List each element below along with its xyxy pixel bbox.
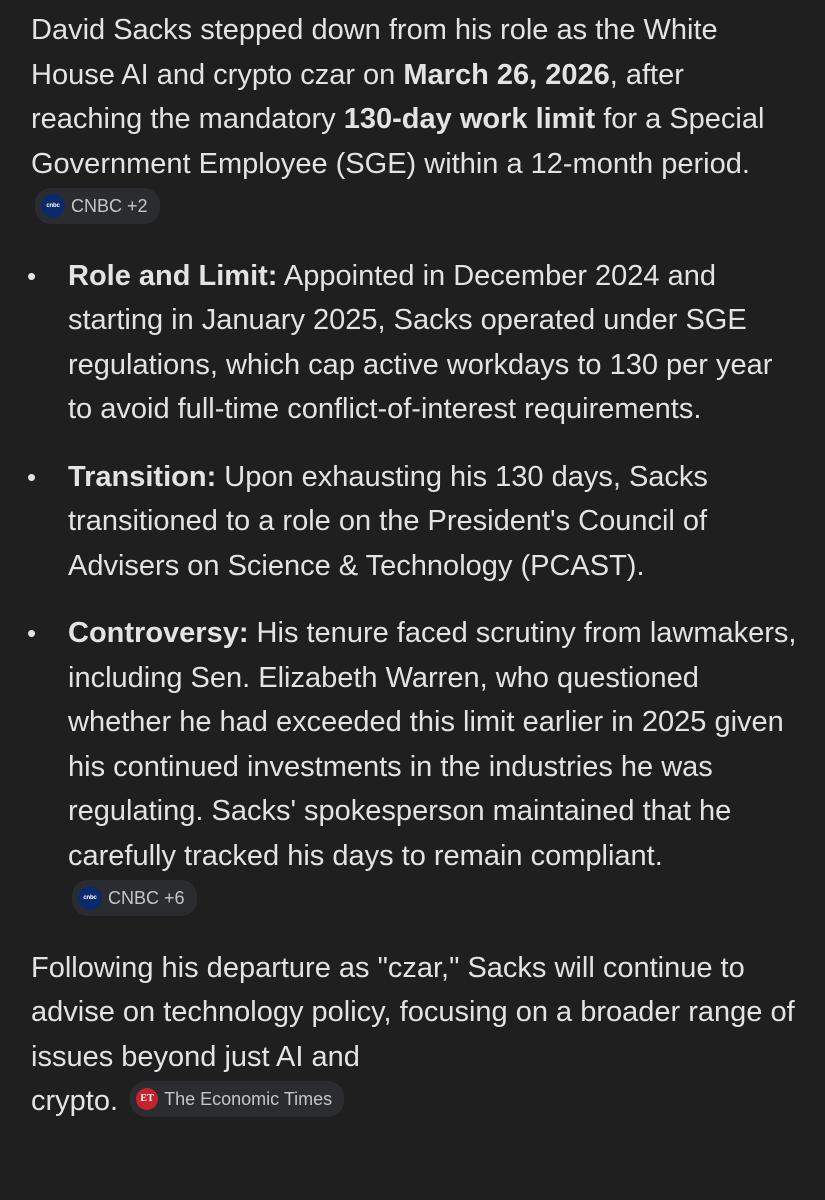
bullet-title: Role and Limit: <box>68 259 278 292</box>
conclusion-text: Following his departure as "czar," Sacks will continue to advise on technology policy, focusing on a broader range of issues beyond just AI and <box>31 951 795 1073</box>
bullet-icon: • <box>27 461 37 492</box>
bullet-list <box>27 254 799 923</box>
bullet-icon: • <box>27 260 37 291</box>
source-chip-cnbc[interactable] <box>72 880 197 916</box>
bullet-icon: • <box>27 618 37 648</box>
intro-text: , after reaching the mandatory <box>31 58 684 135</box>
cnbc-logo-icon: cnbc <box>78 886 102 910</box>
intro-paragraph <box>31 8 799 231</box>
source-chip-label: The Economic Times <box>164 1089 333 1110</box>
date-highlight: March 26, 2026 <box>403 58 610 91</box>
bullet-title: Controversy: <box>68 617 249 649</box>
source-chip-label: CNBC +2 <box>71 196 148 217</box>
conclusion-last-word: crypto. <box>31 1085 119 1117</box>
conclusion-paragraph <box>31 946 799 1124</box>
cnbc-logo-icon: cnbc <box>41 194 65 218</box>
intro-text: David Sacks stepped down from his role as the White House AI and crypto czar on <box>31 14 718 91</box>
bullet-text: Upon exhausting his 130 days, Sacks transitioned to a role on the President's Council of Advisers on Science & Technology (PCAST). <box>68 460 708 582</box>
bullet-text: His tenure faced scrutiny from lawmakers, including Sen. Elizabeth Warren, who questioned whether he had exceeded this limit earlier in 2025 given his continued investments in the industries he was regulating. Sacks' spokesperson maintained that he carefully tracked his days to remain compliant. <box>68 617 797 872</box>
source-chip-label: CNBC +6 <box>108 888 185 909</box>
list-item <box>27 455 799 589</box>
source-chip-cnbc[interactable] <box>35 188 160 224</box>
economic-times-logo-icon: ET <box>136 1088 158 1110</box>
source-chip-economic-times[interactable] <box>130 1081 344 1117</box>
intro-text: for a Special Government Employee (SGE) within a 12-month period. <box>31 103 765 180</box>
bullet-text: Appointed in December 2024 and starting in January 2025, Sacks operated under SGE regulations, which cap active workdays to 130 per year to avoid full-time conflict-of-interest requirements. <box>68 259 773 425</box>
limit-highlight: 130-day work limit <box>343 103 596 135</box>
list-item <box>27 611 799 923</box>
bullet-title: Transition: <box>68 460 217 493</box>
list-item <box>27 254 799 432</box>
